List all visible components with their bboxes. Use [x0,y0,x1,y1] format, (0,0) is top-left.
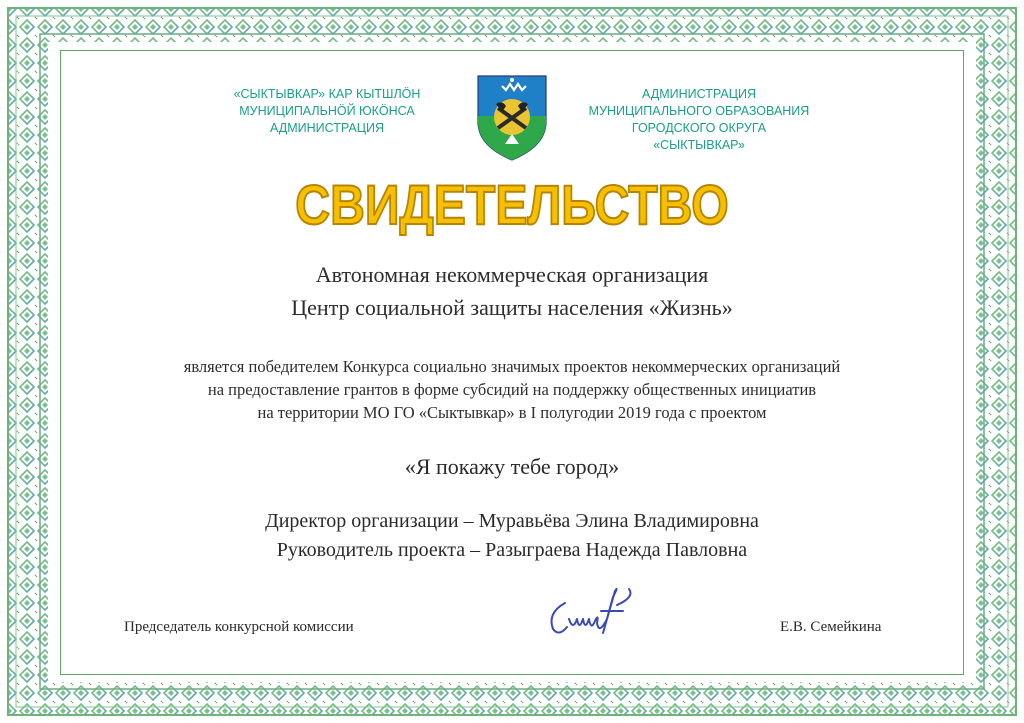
header-left-line-2: МУНИЦИПАЛЬНӦЙ ЮКӦНСА [239,104,415,118]
project-name: «Я покажу тебе город» [404,454,620,479]
chairman-name: Е.В. Семейкина [780,619,882,635]
chairman-title: Председатель конкурсной комиссии [124,619,354,635]
header-left-line-1: «СЫКТЫВКАР» КАР КЫТШЛӦН [233,87,421,101]
organization-line-2: Центр социальной защиты населения «Жизнь» [291,295,733,320]
body-line-3: на территории МО ГО «Сыктывкар» в I полугодии 2019 года с проектом [257,403,767,422]
header-right-line-3: ГОРОДСКОГО ОКРУГА [631,121,767,135]
body-line-1: является победителем Конкурса социально значимых проектов некоммерческих организаций [183,357,841,376]
project-lead-line: Руководитель проекта – Разыграева Надежда Павловна [276,539,748,561]
header-right-line-1: АДМИНИСТРАЦИЯ [642,87,756,101]
director-line: Директор организации – Муравьёва Элина Владимировна [265,510,759,532]
organization-line-1: Автономная некоммерческая организация [315,262,709,287]
signature-icon [543,583,639,645]
certificate-title: СВИДЕТЕЛЬСТВО [295,173,729,236]
header-right [574,86,824,154]
coat-of-arms-icon [472,72,552,162]
header-left [197,86,457,137]
header-right-line-2: МУНИЦИПАЛЬНОГО ОБРАЗОВАНИЯ [588,104,810,118]
header-right-line-4: «СЫКТЫВКАР» [653,138,745,152]
body-line-2: на предоставление грантов в форме субсидий на поддержку общественных инициатив [207,380,817,399]
header-left-line-3: АДМИНИСТРАЦИЯ [270,121,384,135]
